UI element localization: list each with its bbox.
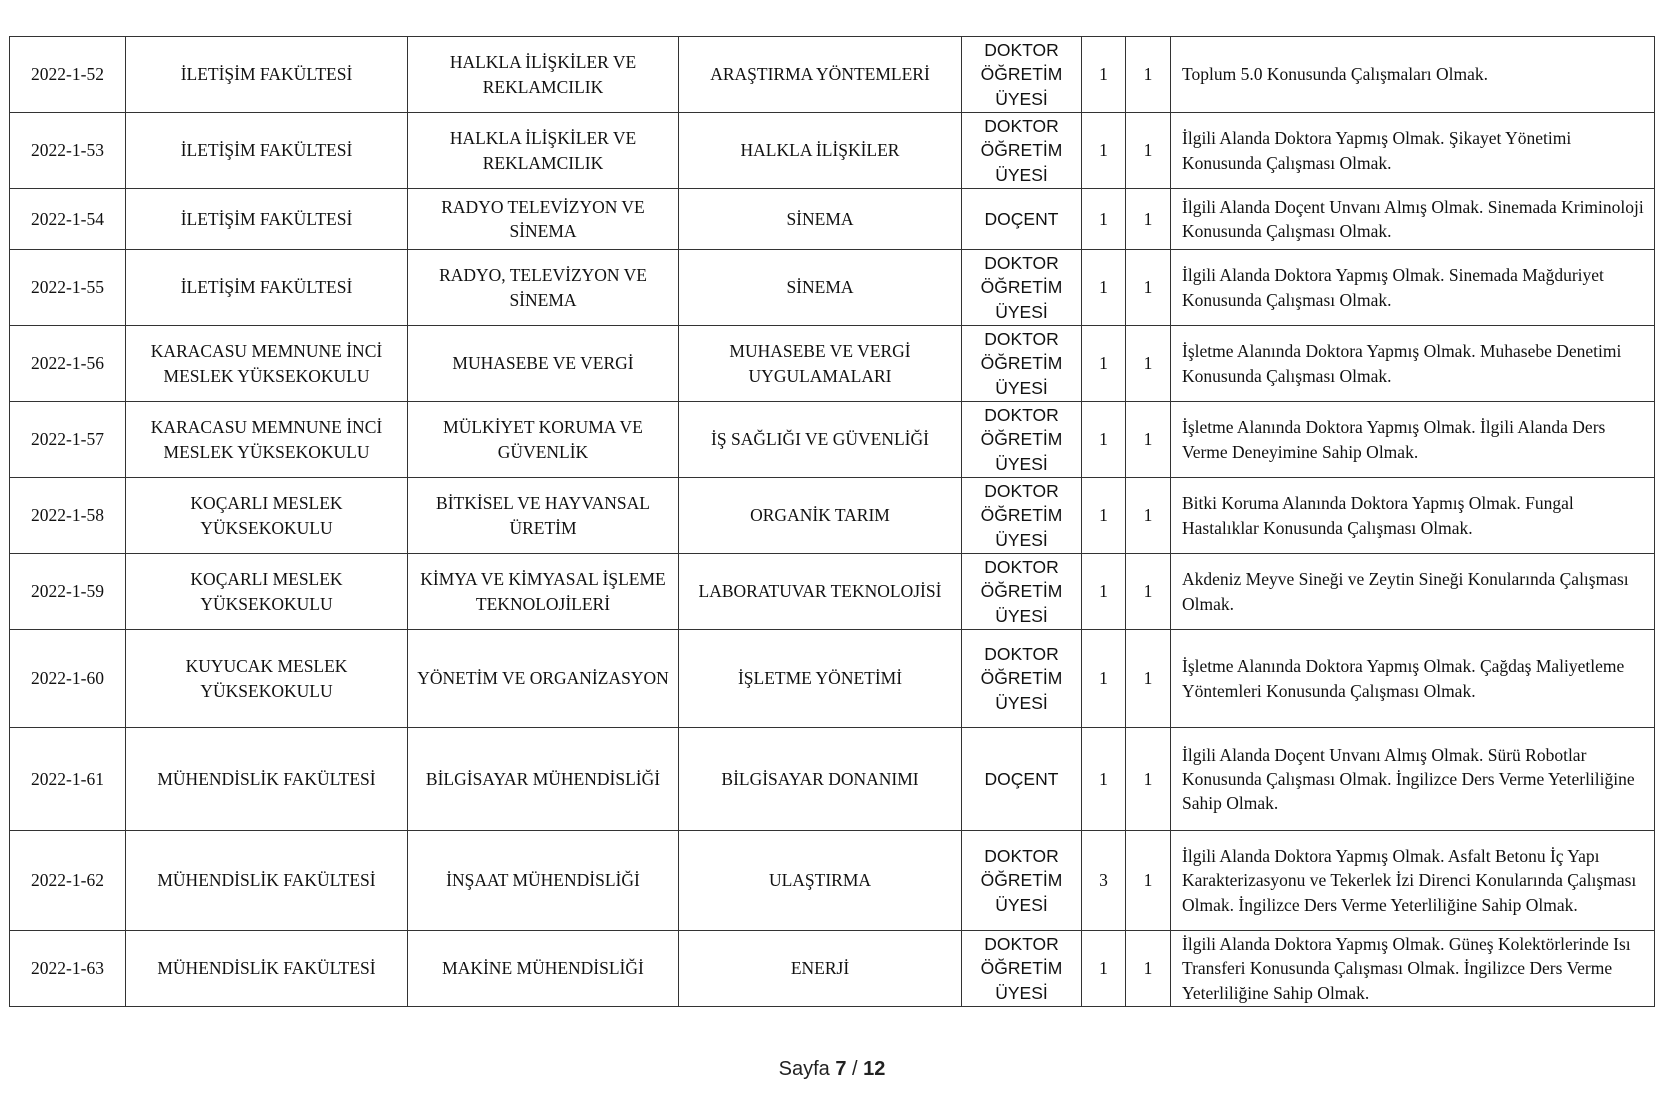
academic-title-cell: DOKTOR ÖĞRETİM ÜYESİ bbox=[962, 402, 1082, 478]
field-cell: ULAŞTIRMA bbox=[679, 831, 962, 931]
requirements-cell: İşletme Alanında Doktora Yapmış Olmak. İlgili Alanda Ders Verme Deneyimine Sahip Olmak. bbox=[1171, 402, 1655, 478]
department-cell: İNŞAAT MÜHENDİSLİĞİ bbox=[408, 831, 679, 931]
current-page-number: 7 bbox=[835, 1058, 847, 1080]
degree-cell: 1 bbox=[1126, 250, 1171, 326]
position-code-cell: 2022-1-60 bbox=[10, 630, 126, 728]
field-cell: ARAŞTIRMA YÖNTEMLERİ bbox=[679, 37, 962, 113]
faculty-cell: KARACASU MEMNUNE İNCİ MESLEK YÜKSEKOKULU bbox=[126, 326, 408, 402]
field-cell: İŞ SAĞLIĞI VE GÜVENLİĞİ bbox=[679, 402, 962, 478]
faculty-cell: İLETİŞİM FAKÜLTESİ bbox=[126, 189, 408, 250]
count-cell: 1 bbox=[1082, 931, 1126, 1007]
table-row bbox=[10, 554, 1655, 630]
academic-title-cell: DOKTOR ÖĞRETİM ÜYESİ bbox=[962, 931, 1082, 1007]
department-cell: HALKLA İLİŞKİLER VE REKLAMCILIK bbox=[408, 113, 679, 189]
academic-title-cell: DOKTOR ÖĞRETİM ÜYESİ bbox=[962, 478, 1082, 554]
position-code-cell: 2022-1-63 bbox=[10, 931, 126, 1007]
department-cell: MÜLKİYET KORUMA VE GÜVENLİK bbox=[408, 402, 679, 478]
count-cell: 1 bbox=[1082, 113, 1126, 189]
field-cell: SİNEMA bbox=[679, 189, 962, 250]
position-code-cell: 2022-1-52 bbox=[10, 37, 126, 113]
page-label: Sayfa bbox=[778, 1058, 830, 1080]
degree-cell: 1 bbox=[1126, 728, 1171, 831]
field-cell: HALKLA İLİŞKİLER bbox=[679, 113, 962, 189]
department-cell: RADYO TELEVİZYON VE SİNEMA bbox=[408, 189, 679, 250]
count-cell: 1 bbox=[1082, 478, 1126, 554]
faculty-cell: MÜHENDİSLİK FAKÜLTESİ bbox=[126, 931, 408, 1007]
department-cell: YÖNETİM VE ORGANİZASYON bbox=[408, 630, 679, 728]
table-row bbox=[10, 402, 1655, 478]
position-code-cell: 2022-1-57 bbox=[10, 402, 126, 478]
academic-title-cell: DOÇENT bbox=[962, 189, 1082, 250]
total-page-count: 12 bbox=[863, 1058, 886, 1080]
requirements-cell: İşletme Alanında Doktora Yapmış Olmak. Çağdaş Maliyetleme Yöntemleri Konusunda Çalışması Olmak. bbox=[1171, 630, 1655, 728]
field-cell: LABORATUVAR TEKNOLOJİSİ bbox=[679, 554, 962, 630]
field-cell: İŞLETME YÖNETİMİ bbox=[679, 630, 962, 728]
table-row bbox=[10, 728, 1655, 831]
requirements-cell: İlgili Alanda Doktora Yapmış Olmak. Güneş Kolektörlerinde Isı Transferi Konusunda Çalışması Olmak. İngilizce Ders Verme Yeterliliğine Sahip Olmak. bbox=[1171, 931, 1655, 1007]
field-cell: ORGANİK TARIM bbox=[679, 478, 962, 554]
position-code-cell: 2022-1-55 bbox=[10, 250, 126, 326]
field-cell: BİLGİSAYAR DONANIMI bbox=[679, 728, 962, 831]
page-separator: / bbox=[852, 1058, 858, 1080]
count-cell: 1 bbox=[1082, 189, 1126, 250]
position-code-cell: 2022-1-58 bbox=[10, 478, 126, 554]
degree-cell: 1 bbox=[1126, 630, 1171, 728]
requirements-cell: İlgili Alanda Doktora Yapmış Olmak. Sinemada Mağduriyet Konusunda Çalışması Olmak. bbox=[1171, 250, 1655, 326]
degree-cell: 1 bbox=[1126, 402, 1171, 478]
academic-title-cell: DOKTOR ÖĞRETİM ÜYESİ bbox=[962, 554, 1082, 630]
degree-cell: 1 bbox=[1126, 554, 1171, 630]
count-cell: 1 bbox=[1082, 630, 1126, 728]
table-row bbox=[10, 37, 1655, 113]
field-cell: ENERJİ bbox=[679, 931, 962, 1007]
academic-title-cell: DOKTOR ÖĞRETİM ÜYESİ bbox=[962, 630, 1082, 728]
position-code-cell: 2022-1-54 bbox=[10, 189, 126, 250]
field-cell: SİNEMA bbox=[679, 250, 962, 326]
degree-cell: 1 bbox=[1126, 37, 1171, 113]
count-cell: 3 bbox=[1082, 831, 1126, 931]
page-footer bbox=[0, 1058, 1664, 1081]
department-cell: MUHASEBE VE VERGİ bbox=[408, 326, 679, 402]
position-code-cell: 2022-1-53 bbox=[10, 113, 126, 189]
degree-cell: 1 bbox=[1126, 831, 1171, 931]
count-cell: 1 bbox=[1082, 37, 1126, 113]
department-cell: MAKİNE MÜHENDİSLİĞİ bbox=[408, 931, 679, 1007]
requirements-cell: Toplum 5.0 Konusunda Çalışmaları Olmak. bbox=[1171, 37, 1655, 113]
academic-title-cell: DOKTOR ÖĞRETİM ÜYESİ bbox=[962, 113, 1082, 189]
table-row bbox=[10, 113, 1655, 189]
requirements-cell: İlgili Alanda Doçent Unvanı Almış Olmak. Sinemada Kriminoloji Konusunda Çalışması Olmak. bbox=[1171, 189, 1655, 250]
position-code-cell: 2022-1-62 bbox=[10, 831, 126, 931]
faculty-cell: İLETİŞİM FAKÜLTESİ bbox=[126, 113, 408, 189]
degree-cell: 1 bbox=[1126, 189, 1171, 250]
faculty-cell: MÜHENDİSLİK FAKÜLTESİ bbox=[126, 728, 408, 831]
department-cell: RADYO, TELEVİZYON VE SİNEMA bbox=[408, 250, 679, 326]
faculty-cell: KARACASU MEMNUNE İNCİ MESLEK YÜKSEKOKULU bbox=[126, 402, 408, 478]
requirements-cell: Akdeniz Meyve Sineği ve Zeytin Sineği Konularında Çalışması Olmak. bbox=[1171, 554, 1655, 630]
requirements-cell: İlgili Alanda Doktora Yapmış Olmak. Şikayet Yönetimi Konusunda Çalışması Olmak. bbox=[1171, 113, 1655, 189]
position-code-cell: 2022-1-59 bbox=[10, 554, 126, 630]
faculty-cell: KOÇARLI MESLEK YÜKSEKOKULU bbox=[126, 554, 408, 630]
position-code-cell: 2022-1-61 bbox=[10, 728, 126, 831]
count-cell: 1 bbox=[1082, 728, 1126, 831]
degree-cell: 1 bbox=[1126, 113, 1171, 189]
table-row bbox=[10, 478, 1655, 554]
academic-title-cell: DOKTOR ÖĞRETİM ÜYESİ bbox=[962, 37, 1082, 113]
table-row bbox=[10, 250, 1655, 326]
faculty-cell: KUYUCAK MESLEK YÜKSEKOKULU bbox=[126, 630, 408, 728]
count-cell: 1 bbox=[1082, 402, 1126, 478]
positions-table bbox=[9, 36, 1655, 1007]
requirements-cell: Bitki Koruma Alanında Doktora Yapmış Olmak. Fungal Hastalıklar Konusunda Çalışması Olmak. bbox=[1171, 478, 1655, 554]
table-body bbox=[10, 37, 1655, 1007]
count-cell: 1 bbox=[1082, 326, 1126, 402]
table-row bbox=[10, 630, 1655, 728]
table-row bbox=[10, 931, 1655, 1007]
department-cell: KİMYA VE KİMYASAL İŞLEME TEKNOLOJİLERİ bbox=[408, 554, 679, 630]
requirements-cell: İşletme Alanında Doktora Yapmış Olmak. Muhasebe Denetimi Konusunda Çalışması Olmak. bbox=[1171, 326, 1655, 402]
field-cell: MUHASEBE VE VERGİ UYGULAMALARI bbox=[679, 326, 962, 402]
position-code-cell: 2022-1-56 bbox=[10, 326, 126, 402]
count-cell: 1 bbox=[1082, 250, 1126, 326]
academic-title-cell: DOKTOR ÖĞRETİM ÜYESİ bbox=[962, 326, 1082, 402]
faculty-cell: İLETİŞİM FAKÜLTESİ bbox=[126, 250, 408, 326]
count-cell: 1 bbox=[1082, 554, 1126, 630]
academic-title-cell: DOKTOR ÖĞRETİM ÜYESİ bbox=[962, 831, 1082, 931]
table-row bbox=[10, 326, 1655, 402]
faculty-cell: KOÇARLI MESLEK YÜKSEKOKULU bbox=[126, 478, 408, 554]
requirements-cell: İlgili Alanda Doçent Unvanı Almış Olmak. Sürü Robotlar Konusunda Çalışması Olmak. İngilizce Ders Verme Yeterliliğine Sahip Olmak. bbox=[1171, 728, 1655, 831]
department-cell: BİLGİSAYAR MÜHENDİSLİĞİ bbox=[408, 728, 679, 831]
degree-cell: 1 bbox=[1126, 931, 1171, 1007]
table-row bbox=[10, 189, 1655, 250]
academic-title-cell: DOÇENT bbox=[962, 728, 1082, 831]
degree-cell: 1 bbox=[1126, 478, 1171, 554]
faculty-cell: MÜHENDİSLİK FAKÜLTESİ bbox=[126, 831, 408, 931]
academic-title-cell: DOKTOR ÖĞRETİM ÜYESİ bbox=[962, 250, 1082, 326]
requirements-cell: İlgili Alanda Doktora Yapmış Olmak. Asfalt Betonu İç Yapı Karakterizasyonu ve Tekerlek İzi Direnci Konularında Çalışması Olmak. İngilizce Ders Verme Yeterliliğine Sahip Olmak. bbox=[1171, 831, 1655, 931]
department-cell: HALKLA İLİŞKİLER VE REKLAMCILIK bbox=[408, 37, 679, 113]
department-cell: BİTKİSEL VE HAYVANSAL ÜRETİM bbox=[408, 478, 679, 554]
faculty-cell: İLETİŞİM FAKÜLTESİ bbox=[126, 37, 408, 113]
degree-cell: 1 bbox=[1126, 326, 1171, 402]
table-row bbox=[10, 831, 1655, 931]
